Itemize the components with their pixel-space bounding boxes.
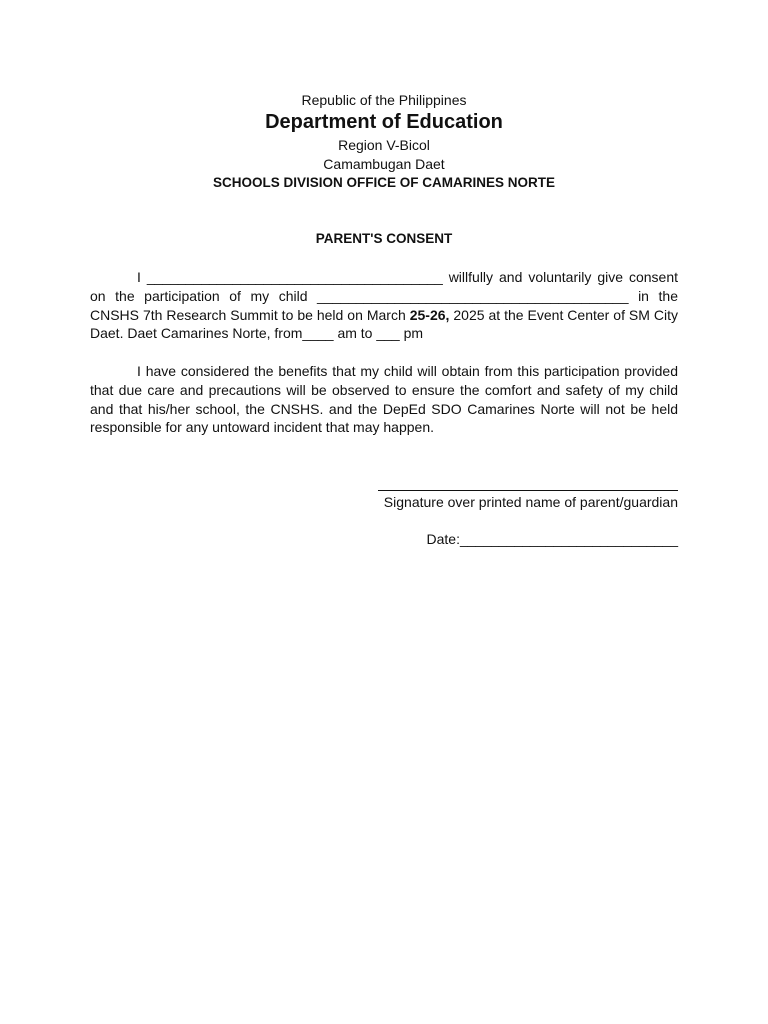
consent-text-6: pm: [399, 325, 424, 342]
consent-text-1: I: [137, 269, 147, 285]
waiver-paragraph: I have considered the benefits that my child will obtain from this participation provided that due care and precautions will be observed to ensure the comfort and safety of my child and that his/her school, the CNSHS. and the DepEd SDO Camarines Norte will not be held responsible for any untoward incident that may happen.: [90, 363, 678, 436]
letterhead-department: Department of Education: [265, 111, 503, 133]
letterhead-location: Camambugan Daet: [323, 156, 445, 172]
consent-text-4: 2025 at the Event Center of SM City Daet. Daet Camarines Norte, from: [90, 306, 679, 342]
letterhead-republic: Republic of the Philippines: [301, 92, 467, 108]
time-to-blank: ___: [376, 325, 400, 342]
consent-paragraph: [90, 268, 678, 343]
time-from-blank: ____: [302, 325, 334, 342]
parent-name-blank: ______________________________________: [146, 269, 443, 285]
event-dates: 25-26,: [409, 306, 450, 323]
date-row: [427, 531, 678, 547]
child-name-blank: ________________________________________: [317, 287, 629, 304]
consent-text-3: in the CNSHS 7th Research Summit to be held on March: [90, 287, 678, 323]
consent-text-2: willfully and voluntarily give consent on the participation of my child: [90, 269, 679, 304]
date-label: Date:: [426, 531, 460, 547]
letterhead-region: Region V-Bicol: [338, 137, 430, 153]
consent-text-5: am to: [333, 325, 377, 342]
signature-line: [378, 490, 678, 491]
letterhead-division: SCHOOLS DIVISION OFFICE OF CAMARINES NORTE: [212, 175, 555, 190]
document-title: PARENT'S CONSENT: [315, 231, 453, 246]
signature-caption: Signature over printed name of parent/guardian: [383, 494, 678, 510]
date-blank: ____________________________: [459, 531, 678, 547]
